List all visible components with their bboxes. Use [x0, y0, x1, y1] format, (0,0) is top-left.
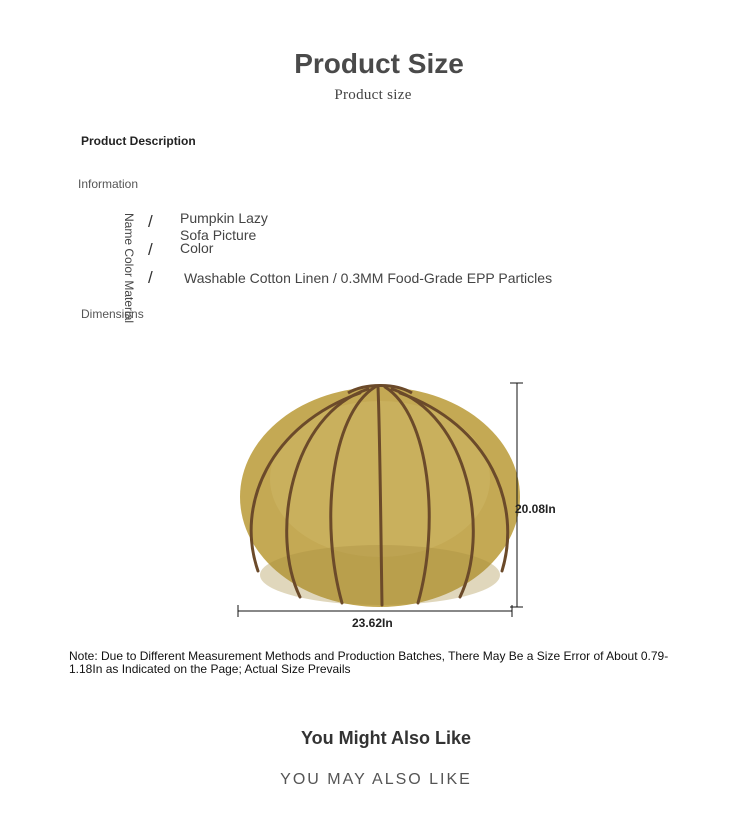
width-dimension-label: 23.62In [352, 616, 393, 630]
pumpkin-sofa-image [240, 386, 520, 608]
page-subtitle: Product size [334, 87, 412, 103]
color-value: Color [180, 240, 214, 256]
separator-color: / [148, 240, 153, 259]
page-title: Product Size [294, 48, 464, 79]
material-value: Washable Cotton Linen / 0.3MM Food-Grade EPP Particles [184, 270, 553, 286]
dimensions-label: Dimensions [81, 307, 144, 321]
size-note: Note: Due to Different Measurement Methods and Production Batches, There May Be a Size Error of About 0.79-1.18In as Indicated on the Page; Actual Size Prevails [69, 649, 669, 676]
attribute-labels-text: Name Color Material [122, 213, 136, 324]
information-label: Information [78, 177, 139, 191]
name-value: Pumpkin Lazy Sofa Picture [180, 210, 268, 243]
recommendations-title: You Might Also Like [301, 728, 471, 748]
height-dimension-label: 20.08In [515, 502, 556, 516]
recommendations-subtitle: YOU MAY ALSO LIKE [280, 771, 472, 788]
separator-name: / [148, 212, 153, 231]
separator-material: / [148, 268, 153, 287]
product-dimension-diagram [230, 375, 530, 625]
product-description-heading: Product Description [81, 134, 196, 148]
